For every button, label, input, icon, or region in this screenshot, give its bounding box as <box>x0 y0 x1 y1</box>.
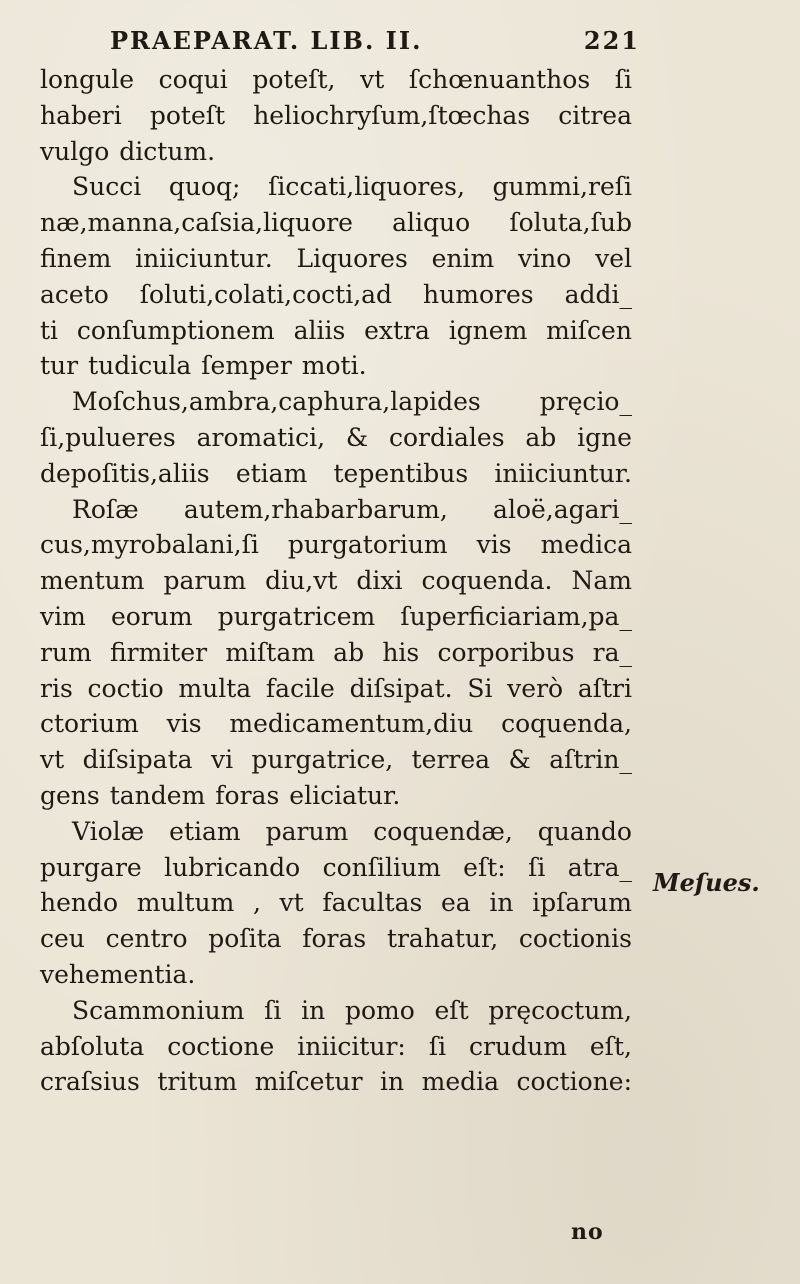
body-text <box>40 62 632 1100</box>
catchword: no <box>571 1219 604 1245</box>
text-line: vehementia. <box>40 959 196 989</box>
running-title: PRAEPARAT. LIB. II. <box>110 26 423 55</box>
text-line: ris coctio multa facile diſsipat. Si verò aſtri <box>40 673 632 703</box>
text-line: vim eorum purgatricem ſuperficiariam,pa_ <box>40 601 632 631</box>
text-line: tur tudicula ſemper moti. <box>40 351 367 381</box>
text-line: aceto ſoluti,colati,cocti,ad humores addi_ <box>40 279 632 309</box>
page-number: 221 <box>583 26 640 55</box>
text-line: rum firmiter miſtam ab his corporibus ra_ <box>40 637 632 667</box>
text-line: Moſchus,ambra,caphura,lapides pręcio_ <box>72 387 632 417</box>
text-line: næ,manna,caſsia,liquore aliquo ſoluta,ſub <box>40 208 632 238</box>
text-line: craſsius tritum miſcetur in media coctione: <box>40 1067 632 1097</box>
text-line: mentum parum diu,vt dixi coquenda. Nam <box>40 566 632 596</box>
text-line: Succi quoq; ſiccati,liquores, gummi,reſi <box>72 172 632 202</box>
text-line: hendo multum , vt facultas ea in ipſarum <box>40 888 632 918</box>
text-line: longule coqui poteſt, vt ſchœnuanthos ſi <box>40 65 632 94</box>
text-line: ctorium vis medicamentum,diu coquenda, <box>40 709 632 739</box>
text-line: abſoluta coctione iniicitur: ſi crudum eſt, <box>40 1031 632 1061</box>
text-line: haberi poteſt heliochryſum,ſtœchas citrea <box>40 100 632 130</box>
text-line: Violæ etiam parum coquendæ, quando <box>72 816 632 846</box>
text-line: gens tandem foras eliciatur. <box>40 780 401 810</box>
text-line: Roſæ autem,rhabarbarum, aloë,agari_ <box>72 494 632 524</box>
text-line: finem iniiciuntur. Liquores enim vino vel <box>40 243 632 273</box>
page-header <box>110 26 640 60</box>
text-line: cus,myrobalani,ſi purgatorium vis medica <box>40 530 632 560</box>
text-line: ceu centro poſita foras trahatur, coctionis <box>40 924 632 954</box>
margin-note: Meſues. <box>653 868 760 897</box>
text-line: vulgo dictum. <box>40 136 216 166</box>
text-line: ſi,pulueres aromatici, & cordiales ab igne <box>40 422 632 452</box>
text-line: purgare lubricando conſilium eſt: ſi atra_ <box>40 852 632 882</box>
text-line: ti conſumptionem aliis extra ignem miſcen <box>40 315 632 345</box>
text-line: Scammonium ſi in pomo eſt pręcoctum, <box>72 995 632 1025</box>
text-line: vt diſsipata vi purgatrice, terrea & aſtrin_ <box>40 745 632 775</box>
text-line: depoſitis,aliis etiam tepentibus iniiciuntur. <box>40 458 632 488</box>
